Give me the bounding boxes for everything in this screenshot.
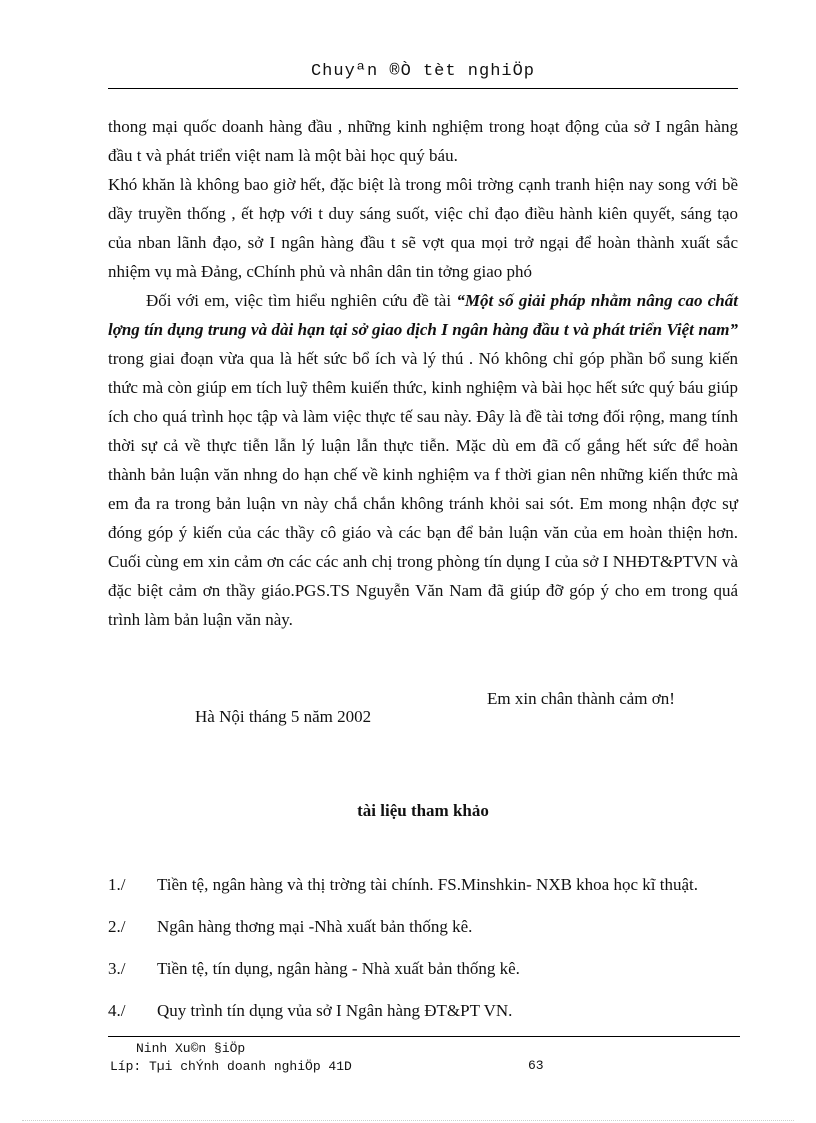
footer-author: Ninh Xu©n §iÖp xyxy=(136,1041,246,1056)
paragraph-text: Đối với em, việc tìm hiểu nghiên cứu đề tài xyxy=(146,291,457,310)
body-paragraph xyxy=(108,170,738,286)
paragraph-text: Khó khăn là không bao giờ hết, đặc biệt là trong môi trờng cạnh tranh hiện nay song với bề dầy truyền thống , ết hợp với t duy sáng suốt, việc chỉ đạo điều hành kiên quyết, sáng tạo của nban lãnh đạo, sở I ngân hàng đầu t sẽ vợt qua mọi trở ngại để hoàn thành xuất sắc nhiệm vụ mà Đảng, cChính phủ và nhân dân tin tởng giao phó xyxy=(108,175,738,281)
reference-number: 3./ xyxy=(108,959,126,978)
reference-item xyxy=(108,998,738,1024)
reference-item xyxy=(108,914,738,940)
reference-number: 1./ xyxy=(108,875,126,894)
reference-item xyxy=(108,956,738,982)
body-paragraph xyxy=(108,112,738,170)
reference-item xyxy=(108,872,738,898)
thesis-title: “Một số giải pháp nhằm nâng cao chất lợng tín dụng trung và dài hạn tại sở giao dịch I ngân hàng đầu t và phát triển Việt nam” xyxy=(108,291,738,339)
reference-text: Tiền tệ, tín dụng, ngân hàng - Nhà xuất bản thống kê. xyxy=(157,959,520,978)
closing-thanks: Em xin chân thành cảm ơn! xyxy=(487,689,675,708)
body-text xyxy=(108,112,738,634)
place-date: Hà Nội tháng 5 năm 2002 xyxy=(195,707,372,726)
page-header: Chuyªn ®Ò tèt nghiÖp xyxy=(108,62,738,89)
page-edge-dotted-line xyxy=(22,1120,794,1121)
footer-class: Líp: Tµi chÝnh doanh nghiÖp 41D xyxy=(110,1059,352,1074)
references-title: tài liệu tham khảo xyxy=(357,801,489,820)
paragraph-text: thong mại quốc doanh hàng đầu , những kinh nghiệm trong hoạt động của sở I ngân hàng đầu t và phát triển việt nam là một bài học quý báu. xyxy=(108,117,738,165)
footer-rule xyxy=(108,1036,740,1037)
reference-text: Quy trình tín dụng vủa sở I Ngân hàng ĐT&PT VN. xyxy=(157,1001,513,1020)
paragraph-text: trong giai đoạn vừa qua là hết sức bổ ích và lý thú . Nó không chỉ góp phần bổ sung kiến thức mà còn giúp em tích luỹ thêm kuiến thức, kinh nghiệm và bài học hết sức quý báu giúp ích cho quá trình học tập và làm việc thực tế sau này. Đây là đề tài tơng đối rộng, mang tính thời sự cả về thực tiễn lẫn lý luận lẫn thực tiễn. Mặc dù em đã cố gắng hết sức để hoàn thành bản luận văn nhng do hạn chế về kinh nghiệm va f thời gian nên những kiến thức mà em đa ra trong bản luận vn này chắ chắn không tránh khỏi sai sót. Em mong nhận đợc sự đóng góp ý kiến của các thầy cô giáo và các bạn để bản luận văn của em hoàn thiện hơn. Cuối cùng em xin cảm ơn các các anh chị trong phòng tín dụng I của sở I NHĐT&PTVN và đặc biệt cảm ơn thầy giáo.PGS.TS Nguyễn Văn Nam đã giúp đỡ góp ý cho em trong quá trình làm bản luận văn này. xyxy=(108,349,738,629)
reference-number: 4./ xyxy=(108,1001,126,1020)
references-list xyxy=(108,872,738,1040)
reference-text: Ngân hàng thơng mại -Nhà xuất bản thống kê. xyxy=(157,917,473,936)
reference-number: 2./ xyxy=(108,917,126,936)
page-footer xyxy=(110,1040,352,1076)
reference-text: Tiền tệ, ngân hàng và thị trờng tài chính. FS.Minshkin- NXB khoa học kĩ thuật. xyxy=(157,875,698,894)
body-paragraph xyxy=(108,286,738,634)
page-number: 63 xyxy=(528,1058,544,1073)
